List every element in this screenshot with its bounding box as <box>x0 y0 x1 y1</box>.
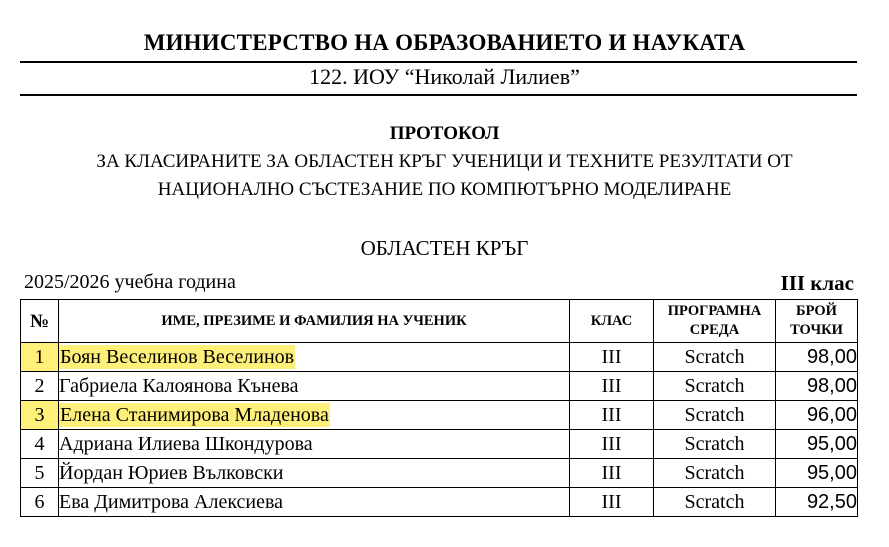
grade-label: III клас <box>780 271 854 295</box>
cell-name: Ева Димитрова Алексиева <box>59 488 570 517</box>
header-no: № <box>21 300 59 343</box>
protocol-subtitle-line2: НАЦИОНАЛНО СЪСТЕЗАНИЕ ПО КОМПЮТЪРНО МОДЕЛИРАНЕ <box>157 179 732 200</box>
cell-points: 95,00 <box>776 430 858 459</box>
cell-environment: Scratch <box>654 401 776 430</box>
table-row <box>21 372 858 401</box>
cell-class: III <box>570 343 654 372</box>
table-row <box>21 488 858 517</box>
cell-points: 95,00 <box>776 459 858 488</box>
header-rule-bottom <box>20 94 857 96</box>
header-name: ИМЕ, ПРЕЗИМЕ И ФАМИЛИЯ НА УЧЕНИК <box>59 300 570 343</box>
cell-environment: Scratch <box>654 459 776 488</box>
cell-name: Габриела Калоянова Кънева <box>59 372 570 401</box>
header-points <box>776 300 858 343</box>
highlighted-name: Елена Станимирова Младенова <box>60 403 329 426</box>
round-title: ОБЛАСТЕН КРЪГ <box>360 236 529 260</box>
header-class: КЛАС <box>570 300 654 343</box>
table-row <box>21 401 858 430</box>
highlighted-name: Боян Веселинов Веселинов <box>60 345 295 368</box>
protocol-subtitle-line1: ЗА КЛАСИРАНИТЕ ЗА ОБЛАСТЕН КРЪГ УЧЕНИЦИ И ТЕХНИТЕ РЕЗУЛТАТИ ОТ <box>96 151 793 172</box>
table-row <box>21 459 858 488</box>
table-row <box>21 430 858 459</box>
cell-class: III <box>570 459 654 488</box>
header-points-line2: ТОЧКИ <box>790 322 843 338</box>
cell-name: Адриана Илиева Шкондурова <box>59 430 570 459</box>
cell-environment: Scratch <box>654 430 776 459</box>
cell-environment: Scratch <box>654 488 776 517</box>
cell-name: Йордан Юриев Вълковски <box>59 459 570 488</box>
ministry-title: МИНИСТЕРСТВО НА ОБРАЗОВАНИЕТО И НАУКАТА <box>143 30 746 55</box>
cell-environment: Scratch <box>654 372 776 401</box>
cell-no: 3 <box>21 401 59 430</box>
table-header-row <box>21 300 858 343</box>
cell-class: III <box>570 488 654 517</box>
cell-name <box>59 343 570 372</box>
cell-points: 96,00 <box>776 401 858 430</box>
cell-no: 1 <box>21 343 59 372</box>
header-environment <box>654 300 776 343</box>
cell-name <box>59 401 570 430</box>
header-environment-line1: ПРОГРАМНА <box>667 303 762 319</box>
table-row <box>21 343 858 372</box>
cell-environment: Scratch <box>654 343 776 372</box>
cell-class: III <box>570 401 654 430</box>
header-environment-line2: СРЕДА <box>689 322 740 338</box>
cell-no: 4 <box>21 430 59 459</box>
cell-points: 92,50 <box>776 488 858 517</box>
cell-no: 2 <box>21 372 59 401</box>
school-year: 2025/2026 учебна година <box>24 271 236 293</box>
school-name: 122. ИОУ “Николай Лилиев” <box>309 64 580 89</box>
header-points-line1: БРОЙ <box>796 303 837 319</box>
cell-no: 6 <box>21 488 59 517</box>
cell-no: 5 <box>21 459 59 488</box>
results-table <box>20 299 858 517</box>
cell-points: 98,00 <box>776 343 858 372</box>
protocol-subtitle <box>0 148 889 204</box>
cell-points: 98,00 <box>776 372 858 401</box>
cell-class: III <box>570 372 654 401</box>
header-rule-top <box>20 61 857 63</box>
cell-class: III <box>570 430 654 459</box>
protocol-title: ПРОТОКОЛ <box>389 123 500 144</box>
